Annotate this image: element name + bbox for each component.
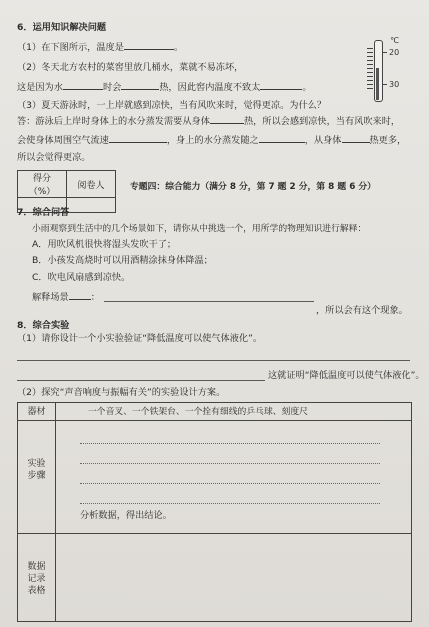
answer-line[interactable] [80,503,380,504]
equipment-label: 器材 [27,407,46,417]
q7-tail: ，所以会有这个现象。 [316,305,408,316]
answer-blank[interactable] [121,80,159,90]
data-label-line: 数据 [27,562,46,572]
data-label-line: 表格 [27,586,46,596]
q6-p3-text: 热，所以会感到凉快，当有风吹来时， [243,116,401,127]
answer-line[interactable] [17,360,410,361]
answer-line[interactable] [80,443,380,444]
thermometer-figure [366,36,400,104]
answer-line[interactable] [80,483,380,484]
scene-colon: ： [90,292,100,303]
q6-p3-answer-line2 [17,133,406,147]
q7-intro: 小雨观察到生活中的几个场景如下，请你从中挑选一个，用所学的物理知识进行解释： [32,224,367,234]
thermometer-tick-label: 20 [389,48,400,57]
q7-option-c: C．吹电风扇感到凉快。 [32,272,131,283]
steps-label [18,458,55,482]
scene-label: 解释场景 [32,292,69,303]
mercury-column [376,68,379,100]
q8-p1: （1）请你设计一个小实验验证“降低温度可以使气体液化”。 [17,333,263,344]
answer-blank[interactable] [124,40,174,50]
answer-blank[interactable] [109,133,167,143]
answer-line[interactable] [80,463,380,464]
answer-blank[interactable] [260,80,302,90]
data-table-area[interactable] [56,534,411,621]
q6-p3-text: ，身上的水分蒸发随之 [166,135,259,146]
q6-p3-text: 热更多， [369,135,407,146]
answer-blank[interactable] [210,114,244,124]
score-header: 得分（%） [18,171,67,198]
q6-p3-text: 答：游泳后上岸时身体上的水分蒸发需要从身体 [17,116,210,127]
q7-title: 7．综合问答 [17,207,70,218]
q6-p2-text: 热，因此窖内温度不致太 [159,82,261,93]
grader-header: 阅卷人 [67,171,116,198]
q6-p1-text: （1）在下图所示，温度是 [17,42,124,53]
q6-p2-text: 这是因为水 [17,82,63,93]
q8-title: 8．综合实验 [17,320,70,331]
q7-scene [32,290,100,304]
steps-conclusion: 分析数据，得出结论。 [80,510,172,521]
data-table-label [18,561,55,597]
steps-label-line: 步骤 [27,471,46,481]
q8-p1-conclusion: 这就证明“降低温度可以使气体液化”。 [268,370,425,381]
q6-p2-text: 时会 [102,82,122,93]
grader-cell[interactable] [67,198,116,213]
q6-p3-text: ，从身体 [304,135,342,146]
q7-option-a: A．用吹风机很快将湿头发吹干了； [32,239,177,250]
experiment-design-table [17,402,412,622]
q7-option-b: B．小孩发高烧时可以用酒精涂抹身体降温； [32,255,213,266]
q6-p3-text: 会使身体周围空气流速 [17,135,109,146]
thermometer-tick-label: 30 [389,80,400,89]
answer-line[interactable] [104,301,314,302]
answer-blank[interactable] [259,133,305,143]
q6-title: 6．运用知识解决问题 [17,22,107,33]
answer-blank[interactable] [69,290,91,300]
q6-p2-end: 。 [302,82,312,93]
q8-p2: （2）探究“声音响度与振幅有关”的实验设计方案。 [17,387,226,398]
thermometer-unit: ℃ [390,36,399,45]
q6-p3-question: （3）夏天游泳时，一上岸就感到凉快，当有风吹来时，觉得更凉。为什么？ [17,100,327,111]
answer-line[interactable] [17,380,265,381]
section-4-heading: 专题四：综合能力（满分 8 分，第 7 题 2 分，第 8 题 6 分） [130,182,376,192]
q6-p1-end: 。 [173,42,184,53]
steps-label-line: 实验 [27,459,46,469]
q6-p3-answer-line1 [17,114,400,128]
answer-blank[interactable] [342,133,370,143]
equipment-text: 一个音叉、一个铁架台、一个拴有细线的乒乓球、刻度尺 [88,407,308,417]
answer-blank[interactable] [63,80,103,90]
q6-p3-answer-line3: 所以会觉得更凉。 [17,152,91,163]
q6-p1 [17,40,183,54]
data-label-line: 记录 [27,574,46,584]
q6-p2-line1: （2）冬天北方农村的菜窖里放几桶水，菜就不易冻坏， [17,62,244,73]
q6-p2-line2 [17,80,312,94]
